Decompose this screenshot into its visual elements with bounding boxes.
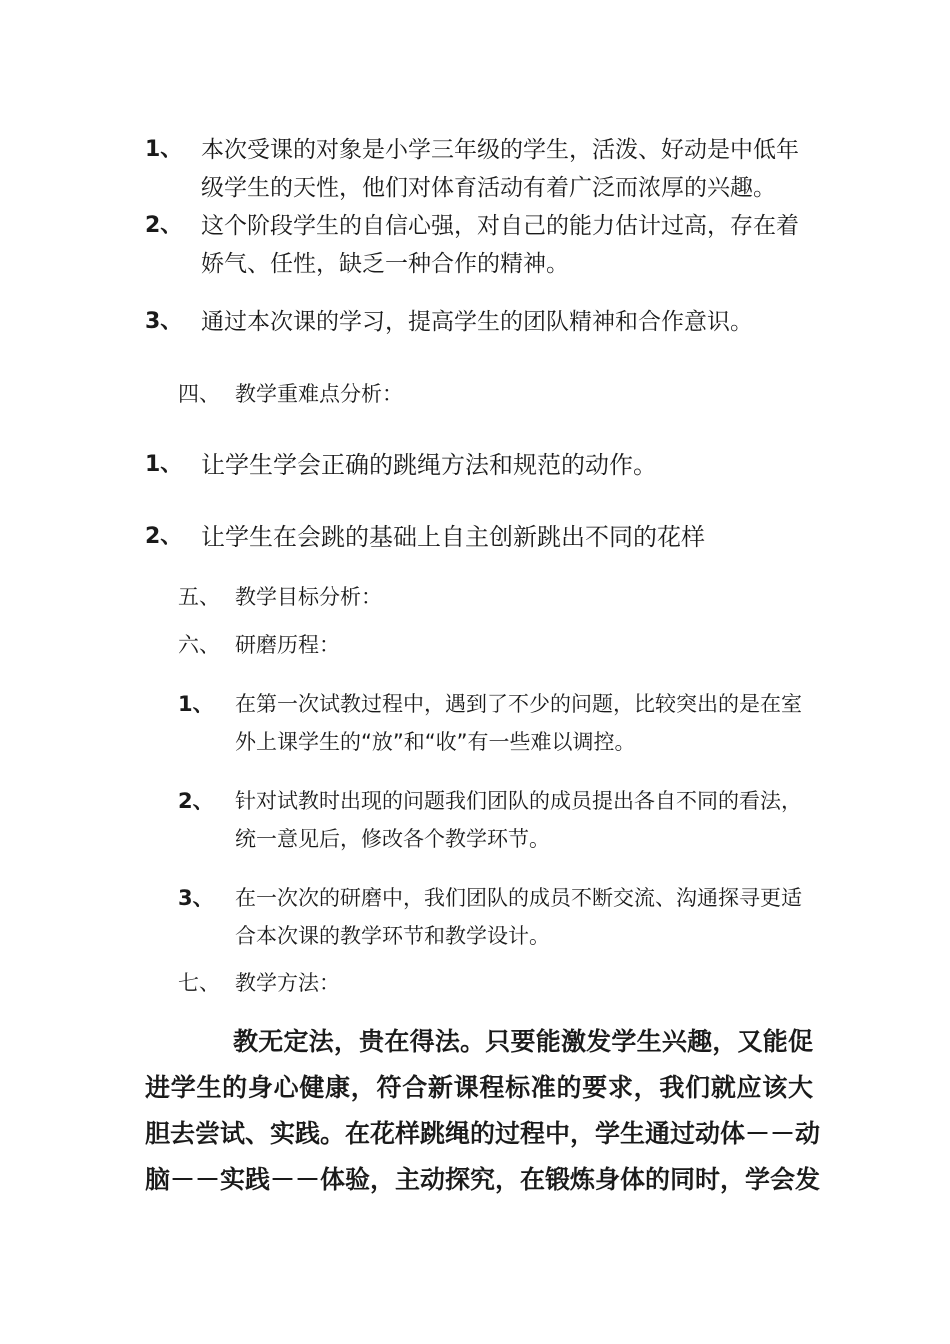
section-number: 四、 [178, 382, 220, 406]
list-number: 1、 [145, 452, 183, 477]
list-text: 这个阶段学生的自信心强，对自己的能力估计过高，存在着娇气、任性，缺乏一种合作的精神。 [201, 213, 799, 277]
list-text: 通过本次课的学习，提高学生的团队精神和合作意识。 [201, 309, 753, 335]
list-item [178, 782, 818, 858]
list-item [145, 131, 815, 207]
paragraph-line: 进学生的身心健康，符合新课程标准的要求，我们就应该大 [145, 1073, 813, 1102]
section-title: 教学目标分析： [235, 585, 382, 609]
section-number: 六、 [178, 633, 220, 657]
list-number: 2、 [178, 789, 214, 813]
list-item [145, 446, 815, 484]
list-number: 3、 [145, 309, 183, 334]
list-number: 1、 [178, 692, 214, 716]
section-heading [178, 578, 382, 616]
section-title: 教学重难点分析： [235, 382, 403, 406]
list-text: 在一次次的研磨中，我们团队的成员不断交流、沟通探寻更适合本次课的教学环节和教学设计。 [235, 886, 802, 948]
body-paragraph [145, 1019, 821, 1203]
list-item [145, 518, 815, 556]
list-item [145, 303, 815, 341]
section-number: 五、 [178, 585, 220, 609]
list-text: 让学生学会正确的跳绳方法和规范的动作。 [201, 451, 657, 479]
list-number: 2、 [145, 524, 183, 549]
paragraph-line: 脑－－实践－－体验，主动探究，在锻炼身体的同时，学会发 [145, 1165, 821, 1194]
list-number: 1、 [145, 137, 183, 162]
list-number: 2、 [145, 213, 183, 238]
section-heading [178, 964, 340, 1002]
list-text: 让学生在会跳的基础上自主创新跳出不同的花样 [201, 523, 705, 551]
paragraph-line: 胆去尝试、实践。在花样跳绳的过程中，学生通过动体－－动 [145, 1119, 821, 1148]
section-number: 七、 [178, 971, 220, 995]
section-heading [178, 375, 403, 413]
list-number: 3、 [178, 886, 214, 910]
list-text: 本次受课的对象是小学三年级的学生，活泼、好动是中低年级学生的天性，他们对体育活动有着广泛而浓厚的兴趣。 [201, 137, 799, 201]
section-title: 教学方法： [235, 971, 340, 995]
list-text: 针对试教时出现的问题我们团队的成员提出各自不同的看法，统一意见后，修改各个教学环节。 [235, 789, 802, 851]
section-title: 研磨历程： [235, 633, 340, 657]
list-item [178, 879, 818, 955]
section-heading [178, 626, 340, 664]
list-item [178, 685, 818, 761]
paragraph-line: 教无定法，贵在得法。只要能激发学生兴趣，又能促 [233, 1027, 813, 1056]
list-text: 在第一次试教过程中，遇到了不少的问题，比较突出的是在室外上课学生的“放”和“收”有一些难以调控。 [235, 692, 802, 754]
list-item [145, 207, 815, 283]
